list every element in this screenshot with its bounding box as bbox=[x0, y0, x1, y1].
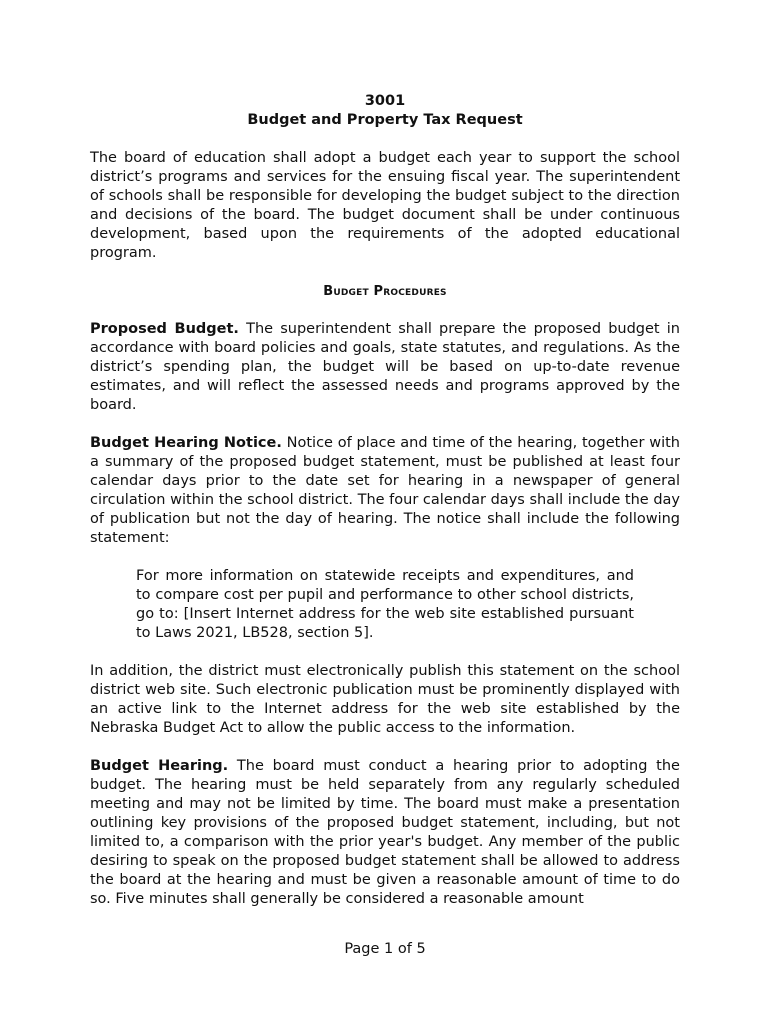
proposed-budget-text: The superintendent shall prepare the proposed budget in accordance with board policies and goals, state statutes, and regulations. As the district’s spending plan, the budget will be based on up-to-date revenue estimates, and will reflect the assessed needs and programs approved by the board. bbox=[90, 321, 680, 413]
proposed-budget-lead: Proposed Budget. bbox=[90, 321, 239, 337]
proposed-budget-paragraph bbox=[90, 320, 680, 415]
budget-hearing-text: The board must conduct a hearing prior to adopting the budget. The hearing must be held separately from any regularly scheduled meeting and may not be limited by time. The board must make a presentation outlining key provisions of the proposed budget statement, including, but not limited to, a comparison with the prior year's budget. Any member of the public desiring to speak on the proposed budget statement shall be allowed to address the board at the hearing and must be given a reasonable amount of time to do so. Five minutes shall generally be considered a reasonable amount bbox=[90, 758, 680, 907]
policy-number: 3001 bbox=[364, 93, 406, 109]
section-heading: Budget Procedures bbox=[323, 284, 447, 299]
title-block bbox=[90, 92, 680, 130]
policy-title: Budget and Property Tax Request bbox=[247, 112, 523, 128]
hearing-notice-paragraph bbox=[90, 434, 680, 548]
page-number: Page 1 of 5 bbox=[344, 941, 426, 957]
document-page bbox=[90, 92, 680, 909]
budget-hearing-paragraph bbox=[90, 757, 680, 909]
addition-paragraph: In addition, the district must electronically publish this statement on the school district web site. Such electronic publication must be prominently displayed with an active link to the Internet address for the web site established by the Nebraska Budget Act to allow the public access to the information. bbox=[90, 663, 680, 736]
indented-statement: For more information on statewide receipts and expenditures, and to compare cost per pupil and performance to other school districts, go to: [Insert Internet address for the web site established pursuant to Laws 2021, LB528, section 5]. bbox=[136, 568, 634, 641]
intro-paragraph: The board of education shall adopt a budget each year to support the school district’s programs and services for the ensuing fiscal year. The superintendent of schools shall be responsible for developing the budget subject to the direction and decisions of the board. The budget document shall be under continuous development, based upon the requirements of the adopted educational program. bbox=[90, 150, 680, 261]
budget-hearing-lead: Budget Hearing. bbox=[90, 758, 229, 774]
hearing-notice-lead: Budget Hearing Notice. bbox=[90, 435, 282, 451]
hearing-notice-text: Notice of place and time of the hearing, together with a summary of the proposed budget statement, must be published at least four calendar days prior to the date set for hearing in a newspaper of general circulation within the school district. The four calendar days shall include the day of publication but not the day of hearing. The notice shall include the following statement: bbox=[90, 435, 680, 546]
